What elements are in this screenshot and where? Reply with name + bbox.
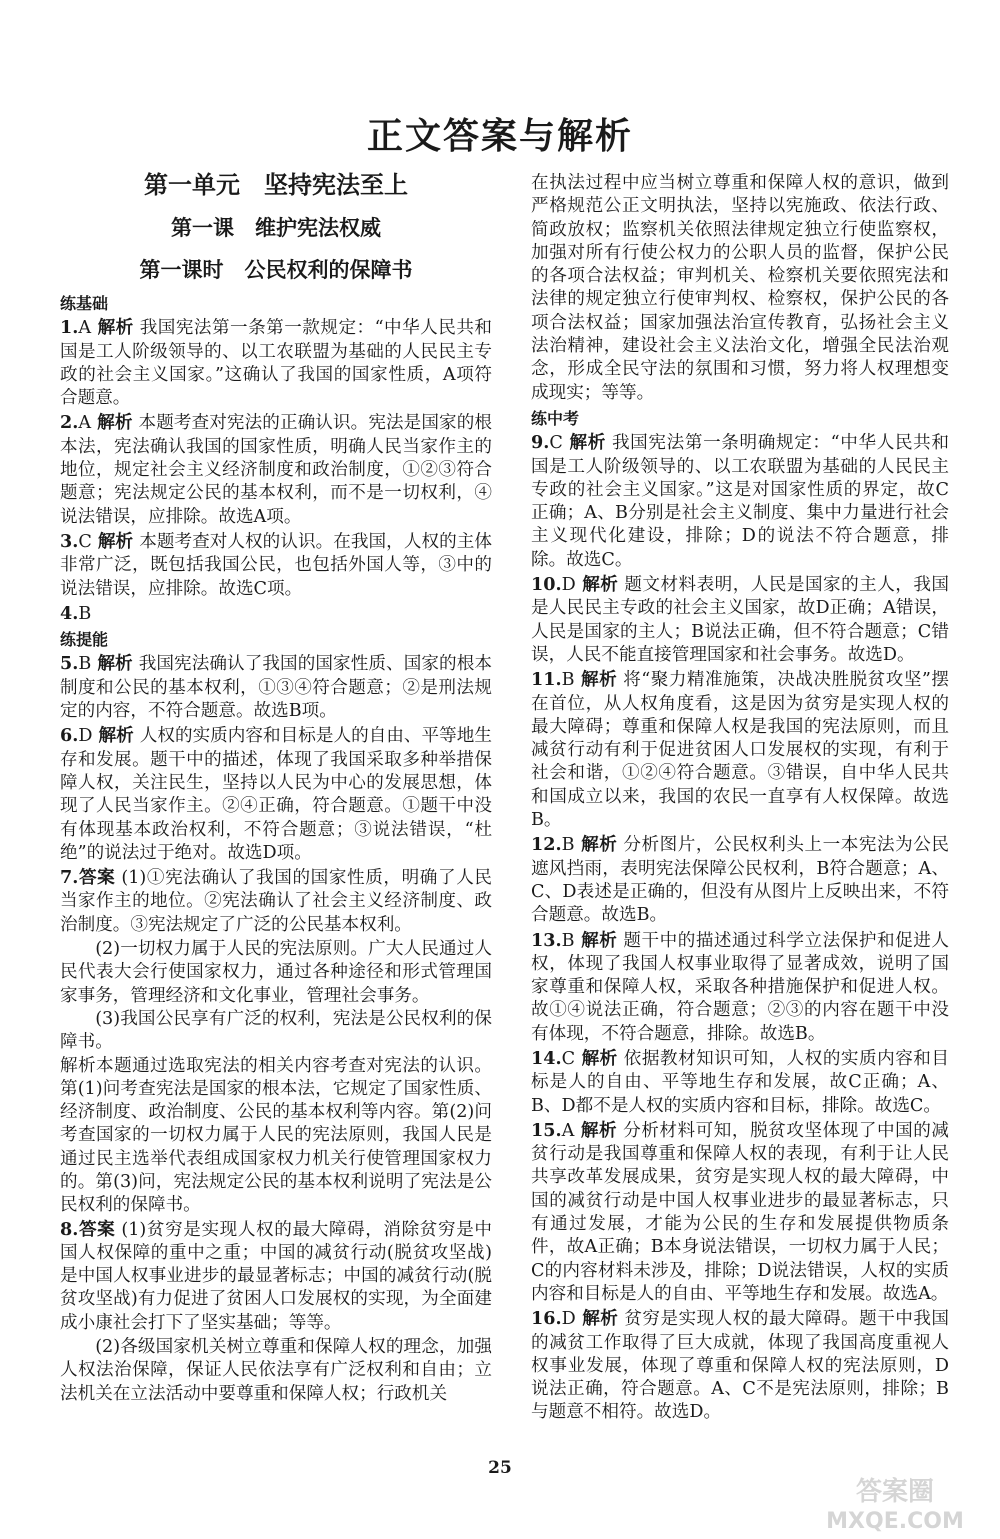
question-text: 分析材料可知，脱贫攻坚体现了中国的减贫行动是我国尊重和保障人权的表现，有利于让人民共享改革发展成果，贫穷是实现人权的最大障碍，中国的减贫行动是中国人权事业进步的最显著标志，只有通过发展，才能为公民的生存和发展提供物质条件，故A正确；B本身说法错误，一切权力属于人民；C的内容材料未涉及，排除；D说法错误，人权的实质内容和目标是人的自由、平等地生存和发展。故选A。 bbox=[531, 1120, 949, 1304]
question-answer: B bbox=[78, 654, 92, 675]
answer-label: 答案 bbox=[78, 1219, 116, 1240]
analysis-label: 解析 bbox=[580, 835, 618, 856]
question-answer: A bbox=[561, 1120, 575, 1141]
question-12 bbox=[531, 833, 949, 927]
question-answer: B bbox=[561, 835, 575, 856]
unit-heading: 第一单元 坚持宪法至上 bbox=[144, 171, 408, 199]
question-14 bbox=[531, 1047, 949, 1118]
question-text: 依据教材知识可知，人权的实质内容和目标是人的自由、平等地生存和发展，故C正确；A、B、D都不是人权的实质内容和目标，排除。故选C。 bbox=[531, 1048, 949, 1116]
question-text: 人权的实质内容和目标是人的自由、平等地生存和发展。题干中的描述，体现了我国采取多种举措保障人权，关注民生，坚持以人民为中心的发展思想，体现了人民当家作主。②④正确，符合题意。①题干中没有体现基本政治权利，不符合题意；③说法错误，“杜绝”的说法过于绝对。故选D项。 bbox=[60, 726, 492, 863]
question-number: 12. bbox=[531, 834, 562, 856]
question-answer: B bbox=[78, 603, 92, 624]
question-1 bbox=[60, 316, 492, 410]
analysis-label: 解析 bbox=[98, 726, 134, 747]
question-text: 题文材料表明，人民是国家的主人，我国是人民民主专政的社会主义国家，故D正确；A错误，人民是国家的主人；B说法正确，但不符合题意；C错误，人民不能直接管理国家和社会事务。故选D。 bbox=[531, 575, 949, 665]
answer-part-3: (3)我国公民享有广泛的权利，宪法是公民权利的保障书。 bbox=[60, 1008, 492, 1053]
watermark-line-1: 答案圈 bbox=[855, 1477, 935, 1507]
question-answer: A bbox=[78, 413, 92, 434]
question-text: 本题考查对宪法的正确认识。宪法是国家的根本法，宪法确认我国的国家性质，明确人民当家作主的地位，规定社会主义经济制度和政治制度，①②③符合题意；宪法规定公民的基本权利，而不是一切权利，④说法错误，应排除。故选A项。 bbox=[60, 413, 492, 527]
question-text: 题干中的描述通过科学立法保护和促进人权，体现了我国人权事业取得了显著成效，说明了国家尊重和保障人权，采取各种措施保护和促进人权。故①④说法正确，符合题意；②③的内容在题干中没有体现，不符合题意，排除。故选B。 bbox=[531, 930, 949, 1044]
question-11 bbox=[531, 668, 949, 832]
question-text: 我国宪法确认了我国的国家性质、国家的根本制度和公民的基本权利，①③④符合题意；②是刑法规定的内容，不符合题意。故选B项。 bbox=[60, 654, 492, 722]
watermark-line-2: MXQE.COM bbox=[826, 1509, 964, 1534]
question-9 bbox=[531, 431, 949, 572]
watermark-logo bbox=[800, 1470, 990, 1534]
question-5 bbox=[60, 652, 492, 723]
question-4 bbox=[60, 602, 492, 626]
question-3 bbox=[60, 530, 492, 601]
page-title: 正文答案与解析 bbox=[366, 116, 633, 157]
question-number: 3. bbox=[60, 530, 79, 552]
analysis-label: 解析 bbox=[581, 1048, 618, 1069]
question-number: 14. bbox=[531, 1047, 562, 1069]
question-number: 9. bbox=[531, 432, 550, 454]
section-basic: 练基础 bbox=[60, 294, 109, 313]
analysis-label: 解析 bbox=[97, 413, 133, 434]
question-text: 我国宪法第一条第一款规定：“中华人民共和国是工人阶级领导的、以工农联盟为基础的人民民主专政的社会主义国家。”这确认了我国的国家性质，A项符合题意。 bbox=[60, 318, 492, 409]
question-number: 5. bbox=[60, 653, 79, 675]
question-number: 10. bbox=[531, 574, 562, 596]
question-number: 7. bbox=[60, 867, 79, 889]
right-column bbox=[531, 172, 949, 1426]
period-heading: 第一课时 公民权利的保障书 bbox=[139, 258, 413, 282]
question-number: 6. bbox=[60, 725, 79, 747]
analysis-label: 解析 bbox=[580, 670, 618, 691]
answer-part-2: (2)各级国家机关树立尊重和保障人权的理念，加强人权法治保障，保证人民依法享有广泛权利和自由；立法机关在立法活动中要尊重和保障人权；行政机关 bbox=[60, 1337, 492, 1404]
question-answer: C bbox=[561, 1048, 576, 1069]
question-text: 贫穷是实现人权的最大障碍。题干中我国的减贫工作取得了巨大成就，体现了我国高度重视人权事业发展，体现了尊重和保障人权的宪法原则，D说法正确，符合题意。A、C不是宪法原则，排除；B与题意不相符。故选D。 bbox=[531, 1309, 949, 1423]
answer-label: 答案 bbox=[78, 868, 116, 889]
question-number: 1. bbox=[60, 317, 79, 339]
question-16 bbox=[531, 1307, 949, 1424]
question-answer: C bbox=[549, 433, 563, 454]
question-number: 11. bbox=[531, 669, 562, 691]
question-number: 13. bbox=[531, 929, 562, 951]
analysis-label: 解析 bbox=[60, 1055, 97, 1076]
answer-part-2-continued: 在执法过程中应当树立尊重和保障人权的意识，做到严格规范公正文明执法，坚持以宪施政、依法行政、简政放权；监察机关依照法律规定独立行使监察权，加强对所有行使公权力的公职人员的监督，保护公民的各项合法权益；审判机关、检察机关要依照宪法和法律的规定独立行使审判权、检察权，保护公民的各项合法权益；国家加强法治宣传教育，弘扬社会主义法治精神，建设社会主义法治文化，增强全民法治观念，形成全民守法的氛围和习惯，努力将人权理想变成现实；等等。 bbox=[531, 173, 949, 403]
question-7 bbox=[60, 866, 492, 937]
question-number: 16. bbox=[531, 1308, 562, 1330]
analysis-label: 解析 bbox=[581, 575, 619, 596]
question-10 bbox=[531, 573, 949, 667]
question-answer: D bbox=[561, 575, 576, 596]
answer-part-1: (1)贫穷是实现人权的最大障碍，消除贫穷是中国人权保障的重中之重；中国的减贫行动(脱贫攻坚战)是中国人权事业进步的最显著标志；中国的减贫行动(脱贫攻坚战)有力促进了贫困人口发展权的实现，为全面建成小康社会打下了坚实基础；等等。 bbox=[60, 1219, 492, 1333]
question-answer: D bbox=[561, 1309, 576, 1330]
analysis-label: 解析 bbox=[97, 318, 134, 339]
left-column bbox=[60, 170, 492, 1406]
section-skill: 练提能 bbox=[60, 630, 109, 650]
analysis-label: 解析 bbox=[97, 531, 134, 552]
lesson-heading: 第一课 维护宪法权威 bbox=[171, 216, 381, 240]
question-text: 我国宪法第一条明确规定：“中华人民共和国是工人阶级领导的、以工农联盟为基础的人民民主专政的社会主义国家。”这是对国家性质的界定，故C正确；A、B分别是社会主义制度、集中力量进行社会主义现代化建设，排除；D的说法不符合题意，排除。故选C。 bbox=[531, 433, 949, 570]
question-6 bbox=[60, 724, 492, 865]
answer-part-1: (1)①宪法确认了我国的国家性质，明确了人民当家作主的地位。②宪法确认了社会主义经济制度、政治制度。③宪法规定了广泛的公民基本权利。 bbox=[60, 868, 492, 935]
question-answer: B bbox=[561, 670, 575, 691]
page-number: 25 bbox=[488, 1458, 512, 1478]
answer-part-2: (2)一切权力属于人民的宪法原则。广大人民通过人民代表大会行使国家权力，通过各种途径和形式管理国家事务，管理经济和文化事业，管理社会事务。 bbox=[60, 939, 492, 1006]
question-7-analysis bbox=[60, 1055, 492, 1218]
analysis-label: 解析 bbox=[580, 930, 618, 951]
question-answer: C bbox=[78, 531, 92, 552]
question-answer: D bbox=[78, 726, 93, 747]
analysis-label: 解析 bbox=[581, 1309, 619, 1330]
question-8 bbox=[60, 1218, 492, 1335]
question-number: 2. bbox=[60, 412, 79, 434]
question-text: 本题考查对人权的认识。在我国，人权的主体非常广泛，既包括我国公民，也包括外国人等，③中的说法错误，应排除。故选C项。 bbox=[60, 531, 492, 599]
question-number: 8. bbox=[60, 1218, 79, 1240]
question-answer: A bbox=[78, 318, 92, 339]
question-number: 4. bbox=[60, 602, 79, 624]
question-2 bbox=[60, 411, 492, 528]
question-answer: B bbox=[561, 930, 575, 951]
question-text: 将“聚力精准施策，决战决胜脱贫攻坚”摆在首位，从人权角度看，这是因为贫穷是实现人权的最大障碍；尊重和保障人权是我国的宪法原则，而且减贫行动有利于促进贫困人口发展权的实现，有利于社会和谐，①②④符合题意。③错误，自中华人民共和国成立以来，我国的农民一直享有人权保障。故选B。 bbox=[531, 670, 949, 831]
analysis-label: 解析 bbox=[97, 654, 133, 675]
analysis-label: 解析 bbox=[580, 1120, 618, 1141]
analysis-text: 本题通过选取宪法的相关内容考查对宪法的认识。第(1)问考查宪法是国家的根本法，它规定了国家性质、经济制度、政治制度、公民的基本权利等内容。第(2)问考查国家的一切权力属于人民的宪法原则，我国人民是通过民主选举代表组成国家权力机关行使管理国家权力的。第(3)问，宪法规定公民的基本权利说明了宪法是公民权利的保障书。 bbox=[60, 1055, 492, 1216]
question-text: 分析图片，公民权利头上一本宪法为公民遮风挡雨，表明宪法保障公民权利，B符合题意；A、C、D表述是正确的，但没有从图片上反映出来，不符合题意。故选B。 bbox=[531, 835, 949, 926]
question-13 bbox=[531, 929, 949, 1046]
question-15 bbox=[531, 1119, 949, 1306]
question-number: 15. bbox=[531, 1119, 562, 1141]
analysis-label: 解析 bbox=[568, 433, 606, 454]
section-exam: 练中考 bbox=[531, 408, 580, 428]
